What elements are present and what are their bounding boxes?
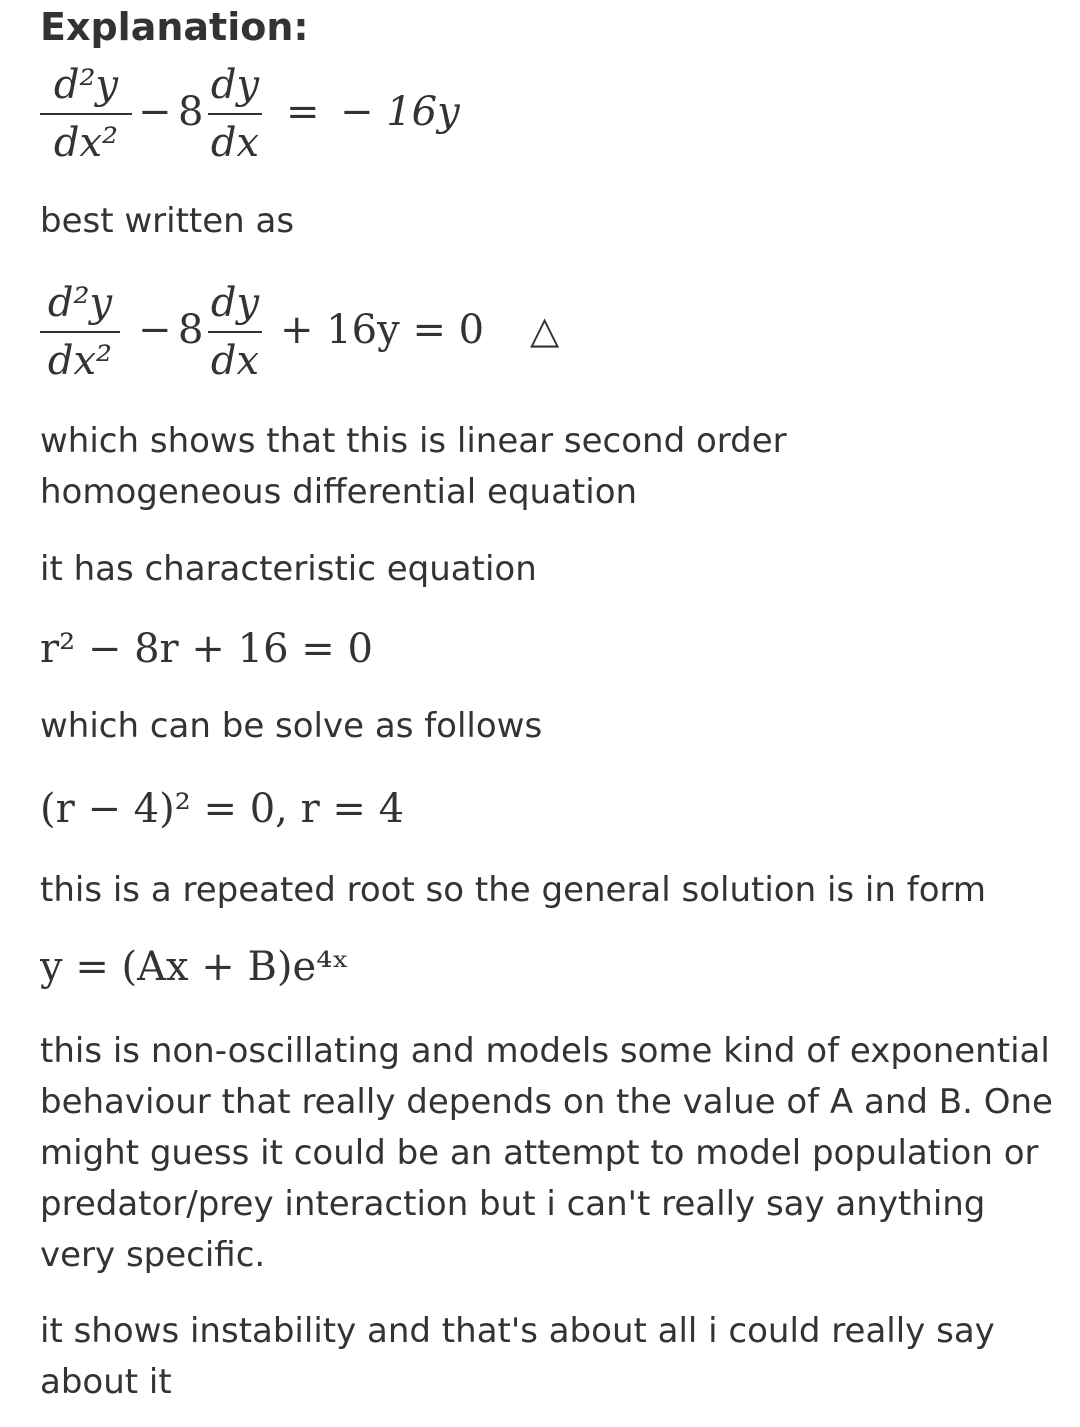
text-characteristic-equation: it has characteristic equation bbox=[40, 549, 537, 589]
equation-characteristic: r² − 8r + 16 = 0 bbox=[40, 626, 373, 672]
eq1-fraction-d2y-dx2 bbox=[40, 60, 132, 168]
eq1-equals: = bbox=[286, 89, 320, 135]
eq2-frac2-numerator: dy bbox=[210, 280, 260, 326]
eq2-frac1-numerator: d²y bbox=[47, 280, 113, 326]
eq2-fraction-d2y-dx2 bbox=[40, 278, 120, 386]
eq2-frac1-bar bbox=[40, 331, 120, 333]
eq2-coefficient: 8 bbox=[178, 307, 204, 353]
equation-2 bbox=[40, 278, 600, 398]
text-solve-as-follows: which can be solve as follows bbox=[40, 706, 543, 746]
eq1-frac2-numerator: dy bbox=[210, 62, 260, 108]
text-repeated-root: this is a repeated root so the general solution is in form bbox=[40, 870, 987, 910]
eq1-frac2-bar bbox=[208, 113, 262, 115]
eq1-frac1-bar bbox=[40, 113, 132, 115]
text-non-oscillating: this is non-oscillating and models some kind of exponential behaviour that really depends on the value of A and B. One might guess it could be an attempt to model population or predator/prey interaction but i can't really say anything very specific. bbox=[40, 1031, 1053, 1275]
eq2-frac2-bar bbox=[208, 331, 262, 333]
eq2-frac2-denominator: dx bbox=[210, 338, 260, 384]
text-best-written-as: best written as bbox=[40, 201, 295, 241]
equation-roots: (r − 4)² = 0, r = 4 bbox=[40, 786, 405, 832]
text-instability: it shows instability and that's about all i could really say about it bbox=[40, 1311, 995, 1402]
eq1-rhs: − 16y bbox=[340, 89, 460, 135]
equation-general-solution: y = (Ax + B)e⁴ˣ bbox=[40, 944, 350, 990]
text-linear-second-order: which shows that this is linear second order homogeneous differential equation bbox=[40, 421, 787, 512]
eq1-frac1-denominator: dx² bbox=[53, 120, 119, 166]
eq2-fraction-dy-dx bbox=[208, 278, 262, 386]
eq2-frac1-denominator: dx² bbox=[47, 338, 113, 384]
equation-1 bbox=[40, 60, 500, 180]
eq1-frac1-numerator: d²y bbox=[53, 62, 119, 108]
eq2-minus: − bbox=[138, 307, 172, 353]
eq1-coefficient: 8 bbox=[178, 89, 204, 135]
eq2-remainder: + 16y = 0 bbox=[280, 307, 485, 353]
eq1-minus: − bbox=[138, 89, 172, 135]
eq1-frac2-denominator: dx bbox=[210, 120, 260, 166]
explanation-heading: Explanation: bbox=[40, 5, 309, 49]
eq1-fraction-dy-dx bbox=[208, 60, 262, 168]
triangle-marker: △ bbox=[530, 308, 560, 352]
